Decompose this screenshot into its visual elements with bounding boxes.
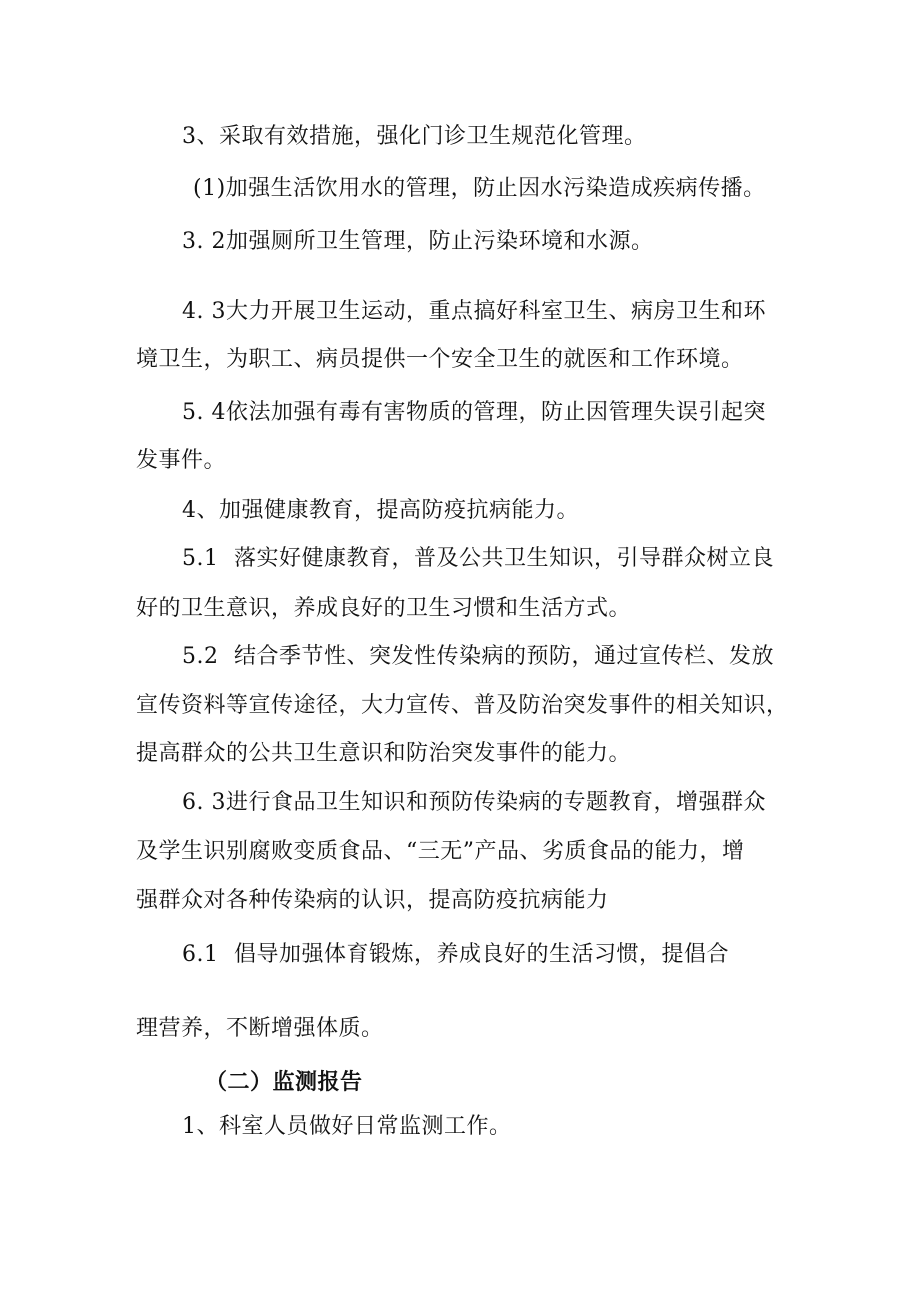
paragraph-line: 3. 2加强厕所卫生管理，防止污染环境和水源。 <box>182 229 654 254</box>
paragraph-line: (1)加强生活饮用水的管理，防止因水污染造成疾病传播。 <box>193 176 766 201</box>
paragraph-line: 强群众对各种传染病的认识，提高防疫抗病能力 <box>136 888 609 913</box>
paragraph-line <box>182 544 796 574</box>
paragraph-line: 4. 3大力开展卫生运动，重点搞好科室卫生、病房卫生和环 <box>182 299 766 324</box>
section-heading: 4、加强健康教育，提高防疫抗病能力。 <box>182 498 579 523</box>
section-heading: （二）监测报告 <box>205 1069 363 1095</box>
paragraph-line: 发事件。 <box>136 448 227 473</box>
paragraph-line: 理营养，不断增强体质。 <box>136 1016 384 1041</box>
paragraph-line: 6. 3进行食品卫生知识和预防传染病的专题教育，增强群众 <box>182 790 766 815</box>
paragraph-text: 落实好健康教育，普及公共卫生知识，引导群众树立良 <box>234 546 775 571</box>
paragraph-text: 结合季节性、突发性传染病的预防，通过宣传栏、发放 <box>234 644 775 669</box>
paragraph-line: 3、采取有效措施，强化门诊卫生规范化管理。 <box>182 124 647 149</box>
paragraph-line: 1、科室人员做好日常监测工作。 <box>182 1114 512 1139</box>
paragraph-line: 好的卫生意识，养成良好的卫生习惯和生活方式。 <box>136 596 632 621</box>
item-number: 5.1 <box>182 546 219 571</box>
paragraph-line: 及学生识别腐败变质食品、“三无”产品、劣质食品的能力，增 <box>136 839 745 864</box>
paragraph-line <box>182 940 796 970</box>
item-number: 6.1 <box>182 942 219 967</box>
paragraph-line <box>182 642 796 672</box>
paragraph-line: 提高群众的公共卫生意识和防治突发事件的能力。 <box>136 741 632 766</box>
paragraph-line: 境卫生，为职工、病员提供一个安全卫生的就医和工作环境。 <box>136 347 744 372</box>
item-number: 5.2 <box>182 644 219 669</box>
paragraph-line: 宣传资料等宣传途径，大力宣传、普及防治突发事件的相关知识， <box>136 693 789 718</box>
paragraph-line: 5. 4依法加强有毒有害物质的管理，防止因管理失误引起突 <box>182 400 766 425</box>
paragraph-text: 倡导加强体育锻炼，养成良好的生活习惯，提倡合 <box>234 942 730 967</box>
